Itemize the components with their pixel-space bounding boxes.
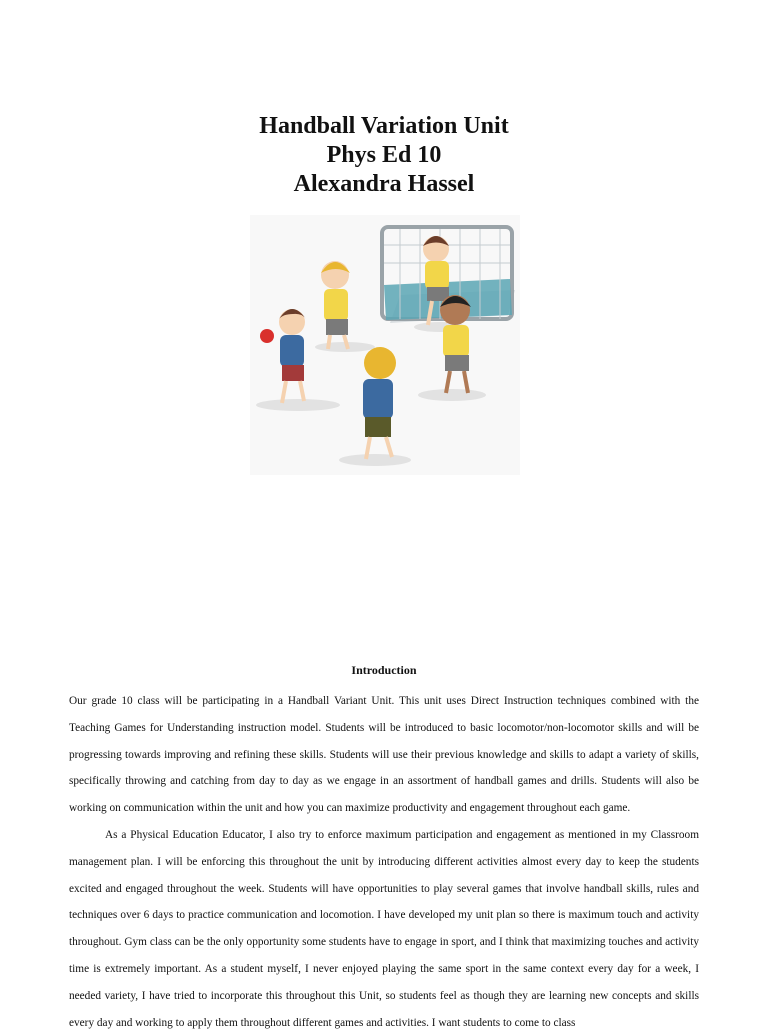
- kids-playing-handball-illustration: [250, 215, 520, 475]
- author-name: Alexandra Hassel: [293, 171, 475, 197]
- introduction-paragraph-2: As a Physical Education Educator, I also try to enforce maximum participation and engagement as mentioned in my Classroom management plan. I will be enforcing this throughout the unit by introducing different activities almost every day to keep the students excited and engaged throughout the week. Students will have opportunities to play several games that involve handball skills, rules and techniques over 6 days to practice communication and locomotion. I have developed my unit plan so there is maximum touch and activity throughout. Gym class can be the only opportunity some students have to engage in sport, and I think that maximizing touches and activity time is extremely important. As a student myself, I never enjoyed playing the same sport in the same context every day for a week, I needed variety, I have tried to incorporate this throughout this Unit, so students feel as though they are learning new concepts and skills every day and working to apply them throughout different games and activities. I want students to come to class: [69, 828, 699, 1029]
- course-title: Phys Ed 10: [326, 142, 442, 168]
- unit-title: Handball Variation Unit: [259, 113, 509, 139]
- introduction-body: [69, 688, 699, 1036]
- ball-icon: [260, 329, 274, 343]
- title-block: [0, 112, 768, 199]
- introduction-heading: Introduction: [351, 663, 417, 677]
- introduction-paragraph-1: Our grade 10 class will be participating in a Handball Variant Unit. This unit uses Direct Instruction techniques combined with the Teaching Games for Understanding instruction model. Students will be introduced to basic locomotor/non-locomotor skills and will be progressing towards improving and refining these skills. Students will use their previous knowledge and skills to adapt a variety of skills, specifically throwing and catching from day to day as we engage in an assortment of handball games and drills. Students will also be working on communication within the unit and how you can maximize productivity and engagement throughout each game.: [69, 695, 699, 815]
